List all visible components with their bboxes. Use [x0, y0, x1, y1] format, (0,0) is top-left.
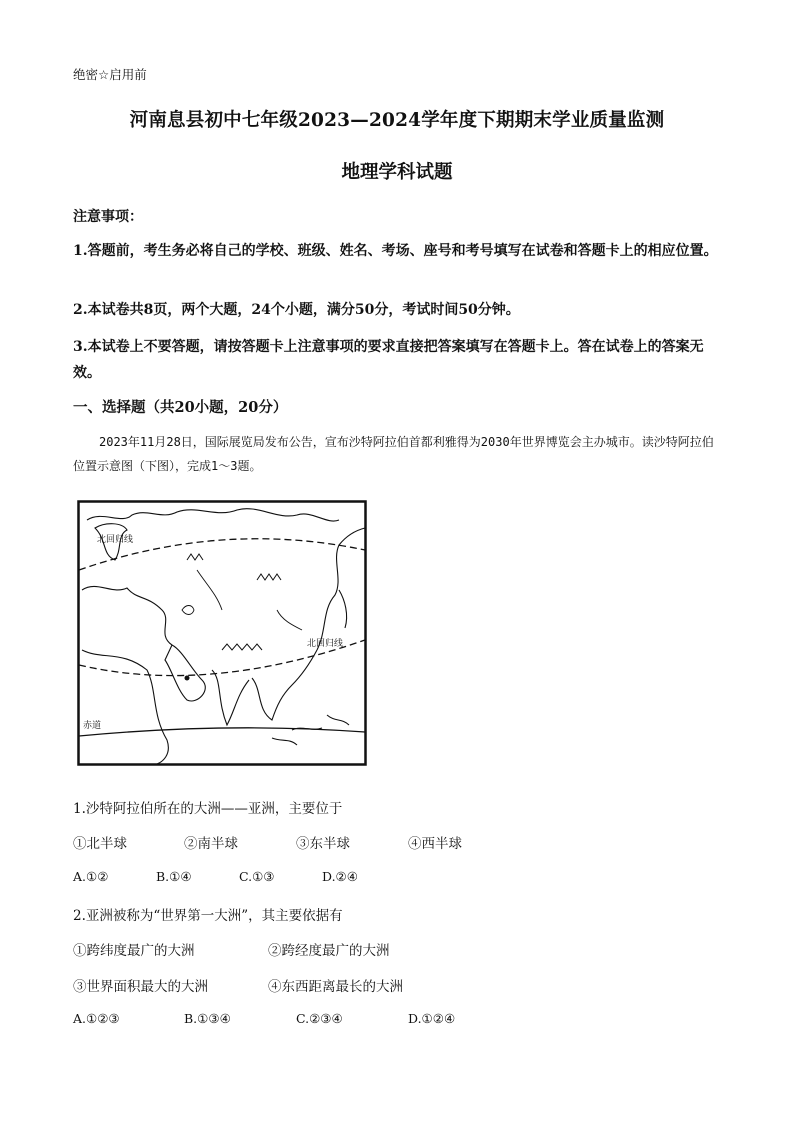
q1-choice-d[interactable]: D.②④ — [322, 869, 358, 884]
section-heading: 一、选择题（共20小题，20分） — [73, 399, 288, 416]
q2-option-3: ③世界面积最大的大洲 — [73, 979, 208, 995]
notice-item-1: 1.答题前，考生务必将自己的学校、班级、姓名、考场、座号和考号填写在试卷和答题卡上的相应位置。 — [73, 243, 718, 259]
q2-option-1: ①跨纬度最广的大洲 — [73, 943, 195, 959]
section-intro: 2023年11月28日，国际展览局发布公告，宣布沙特阿拉伯首都利雅得为2030年世界博览会主办城市。读沙特阿拉伯位置示意图（下图），完成1～3题。 — [73, 435, 714, 473]
confidential-label: 绝密☆启用前 — [73, 67, 147, 82]
q1-choice-a[interactable]: A.①② — [73, 869, 109, 884]
map-svg — [77, 500, 367, 766]
notice-item-3: 3.本试卷上不要答题，请按答题卡上注意事项的要求直接把答案填写在答题卡上。答在试卷上的答案无效。 — [73, 339, 704, 381]
riyadh-marker — [185, 676, 190, 681]
map-label-north: 北回归线 — [97, 535, 134, 545]
q2-choice-b[interactable]: B.①③④ — [184, 1011, 231, 1026]
exam-title: 河南息县初中七年级2023—2024学年度下期期末学业质量监测 — [129, 110, 665, 131]
q2-choice-a[interactable]: A.①②③ — [73, 1011, 120, 1026]
question-1-stem: 1.沙特阿拉伯所在的大洲——亚洲，主要位于 — [73, 801, 343, 817]
q2-choice-d[interactable]: D.①②④ — [408, 1011, 456, 1026]
map-label-equator: 赤道 — [83, 721, 102, 731]
exam-subtitle: 地理学科试题 — [341, 162, 453, 183]
q2-option-2: ②跨经度最广的大洲 — [268, 943, 390, 959]
notice-heading: 注意事项： — [73, 209, 143, 225]
map-label-tropic: 北回归线 — [307, 639, 344, 649]
q1-option-2: ②南半球 — [184, 836, 238, 852]
q1-choice-c[interactable]: C.①③ — [239, 869, 275, 884]
q1-option-1: ①北半球 — [73, 836, 127, 852]
q1-choice-b[interactable]: B.①④ — [156, 869, 192, 884]
question-2-stem: 2.亚洲被称为“世界第一大洲”，其主要依据有 — [73, 908, 343, 924]
q1-option-3: ③东半球 — [296, 836, 350, 852]
q1-option-4: ④西半球 — [408, 836, 462, 852]
q2-option-4: ④东西距离最长的大洲 — [268, 979, 403, 995]
notice-item-2: 2.本试卷共8页，两个大题，24个小题，满分50分，考试时间50分钟。 — [73, 302, 520, 318]
q2-choice-c[interactable]: C.②③④ — [296, 1011, 343, 1026]
asia-location-map — [77, 500, 367, 766]
